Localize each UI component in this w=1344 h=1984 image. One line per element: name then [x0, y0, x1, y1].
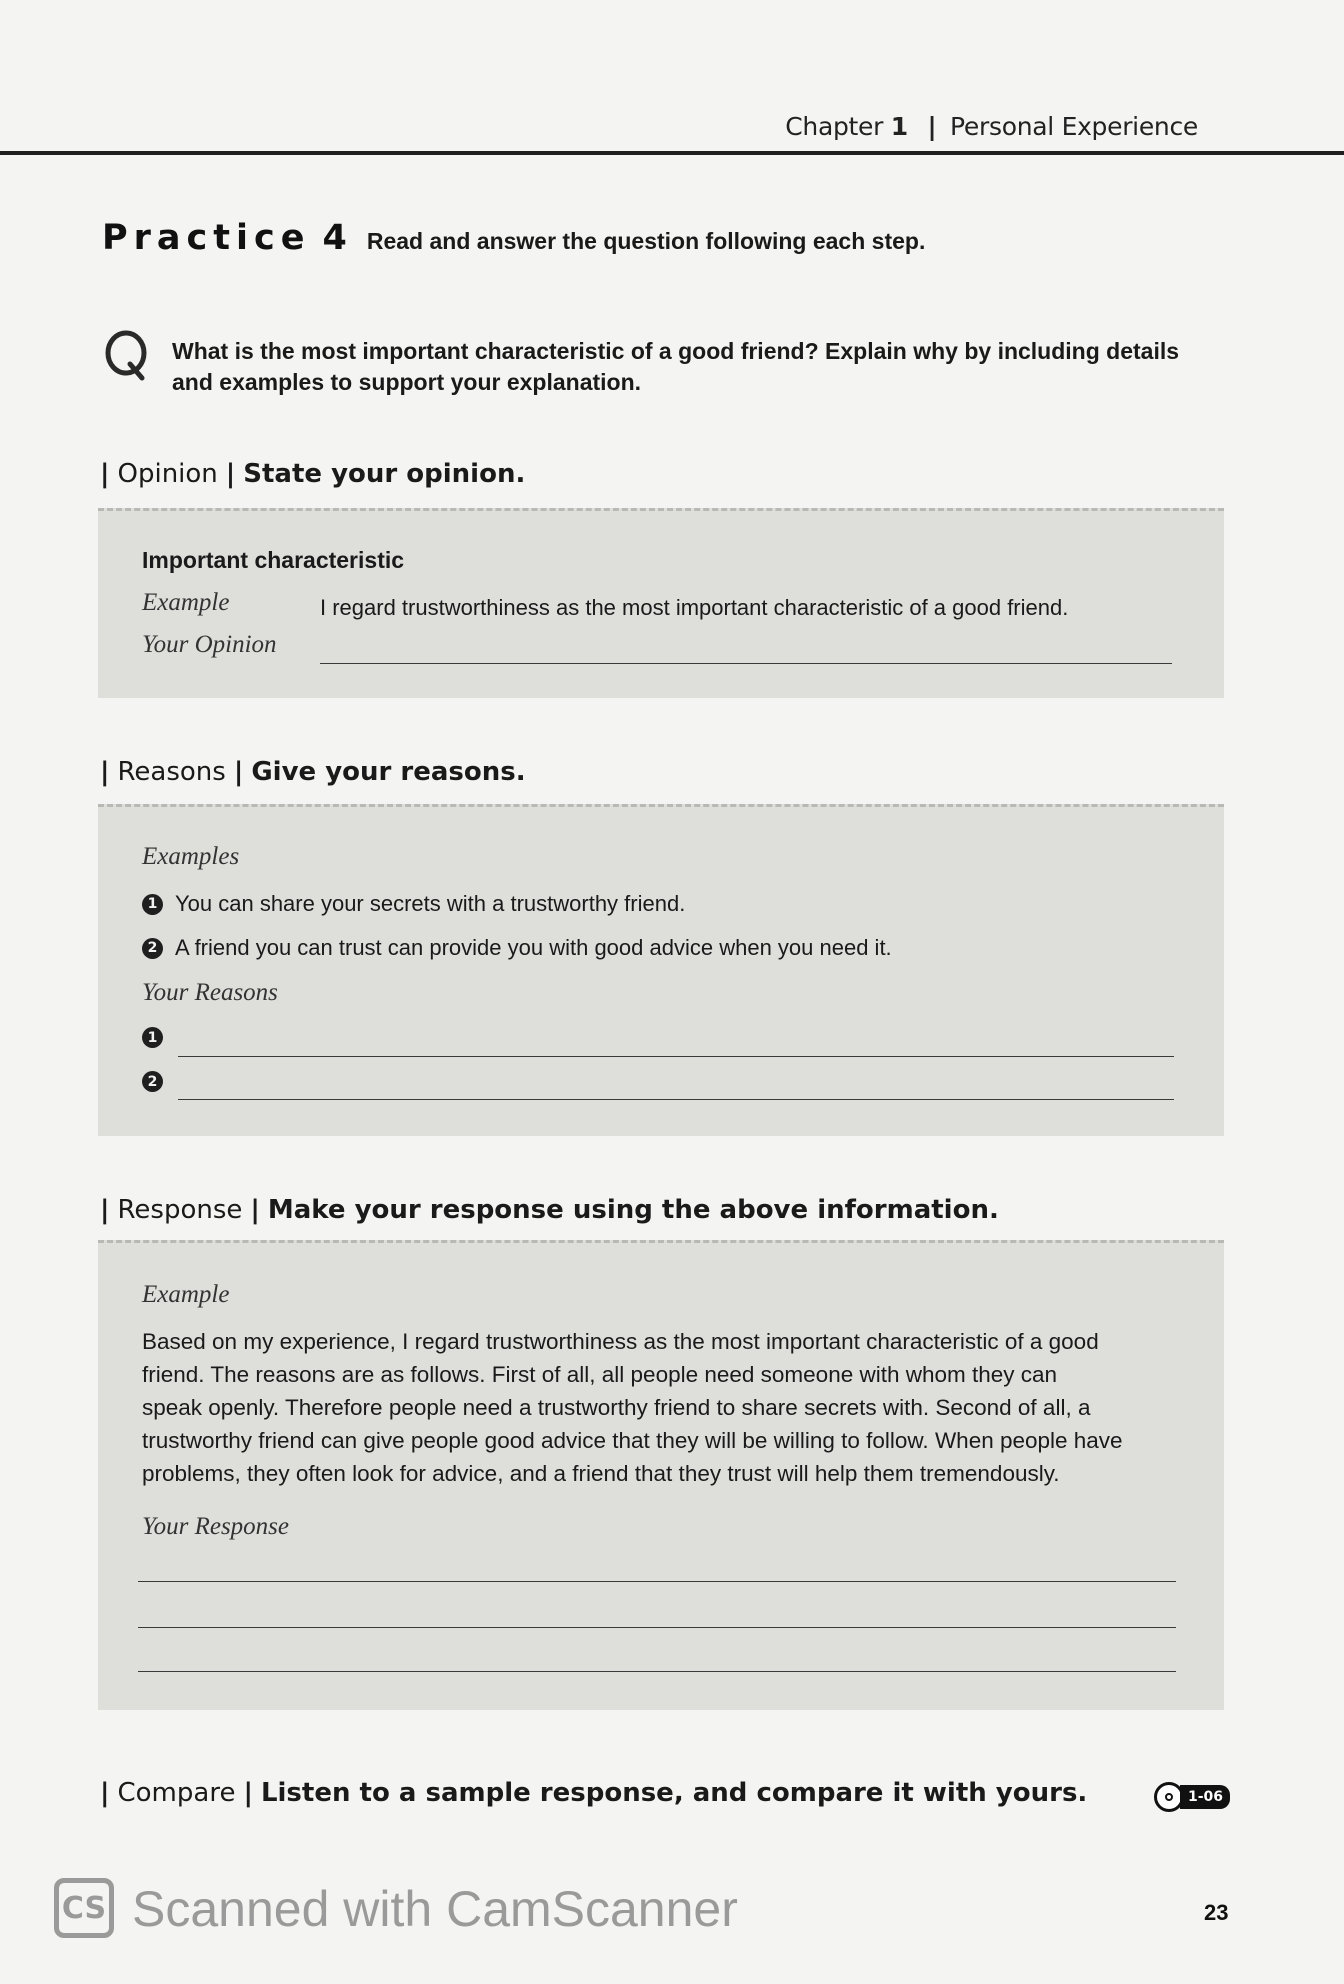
- audio-track-number: 1-06: [1180, 1785, 1230, 1809]
- response-bar: |: [100, 1195, 110, 1225]
- reasons-title: Give your reasons.: [251, 757, 526, 787]
- chapter-number: 1: [890, 112, 908, 141]
- circled-number-2: 2: [142, 938, 163, 959]
- your-response-label: Your Response: [142, 1513, 290, 1540]
- practice-label: Practice: [102, 218, 311, 258]
- running-head: [785, 112, 1198, 141]
- response-box: [98, 1240, 1224, 1710]
- opinion-example-label: Example: [142, 589, 230, 616]
- practice-title: [102, 218, 925, 258]
- compare-title: Listen to a sample response, and compare it with yours.: [260, 1778, 1088, 1808]
- compare-heading: [100, 1778, 1087, 1808]
- response-example-label: Example: [142, 1281, 230, 1308]
- opinion-bar: |: [100, 459, 110, 489]
- response-bar-2: |: [250, 1195, 260, 1225]
- reason-example-1: [142, 891, 685, 917]
- opinion-bar-2: |: [225, 459, 236, 489]
- opinion-box-heading: Important characteristic: [142, 547, 405, 573]
- compare-bar-2: |: [243, 1778, 253, 1808]
- practice-instruction: Read and answer the question following each step.: [366, 228, 926, 254]
- response-line: trustworthy friend can give people good advice that they will be willing to follow. When people have: [142, 1428, 1123, 1453]
- reason-blank-2-num: [142, 1071, 163, 1092]
- camscanner-logo: CS: [54, 1878, 114, 1938]
- your-reason-line-1[interactable]: [178, 1056, 1174, 1057]
- response-tag: Response: [117, 1195, 243, 1225]
- opinion-box: [98, 508, 1224, 698]
- reasons-box: [98, 804, 1224, 1136]
- your-opinion-label: Your Opinion: [142, 631, 277, 658]
- opinion-example-text: I regard trustworthiness as the most important characteristic of a good friend.: [320, 595, 1069, 620]
- blank-number-1: 1: [142, 1027, 163, 1048]
- question-line-2: and examples to support your explanation.: [172, 369, 642, 395]
- chapter-word: Chapter: [785, 112, 884, 141]
- your-reason-line-2[interactable]: [178, 1099, 1174, 1100]
- compare-tag: Compare: [117, 1778, 236, 1808]
- chapter-title: Personal Experience: [950, 112, 1198, 141]
- reason-example-1-text: You can share your secrets with a trustworthy friend.: [175, 891, 686, 916]
- question-text: [172, 336, 1232, 398]
- your-reasons-label: Your Reasons: [142, 979, 278, 1006]
- response-line: friend. The reasons are as follows. First of all, all people need someone with whom they can: [142, 1362, 1058, 1387]
- reasons-bar-2: |: [233, 757, 244, 787]
- opinion-title: State your opinion.: [243, 459, 526, 489]
- reason-blank-1-num: [142, 1027, 163, 1048]
- your-response-line-2[interactable]: [138, 1627, 1176, 1628]
- response-example-paragraph: [142, 1325, 1184, 1490]
- practice-number: 4: [322, 218, 347, 258]
- response-line: Based on my experience, I regard trustworthiness as the most important characteristic of a good: [142, 1329, 1099, 1354]
- reasons-tag: Reasons: [117, 757, 226, 787]
- question-line-1: What is the most important characteristic of a good friend? Explain why by including details: [172, 338, 1180, 364]
- reasons-heading: [100, 757, 526, 787]
- your-response-line-3[interactable]: [138, 1671, 1176, 1672]
- question-q-icon: [104, 330, 148, 382]
- your-opinion-line[interactable]: [320, 663, 1172, 664]
- chapter-separator: |: [927, 112, 937, 141]
- compare-bar: |: [100, 1778, 110, 1808]
- audio-track-badge[interactable]: [1154, 1782, 1230, 1812]
- camscanner-watermark: Scanned with CamScanner: [132, 1881, 738, 1937]
- blank-number-2: 2: [142, 1071, 163, 1092]
- your-response-line-1[interactable]: [138, 1581, 1176, 1582]
- page-number: 23: [1204, 1900, 1229, 1925]
- response-line: problems, they often look for advice, and a friend that they trust will help them tremendously.: [142, 1461, 1060, 1486]
- response-heading: [100, 1195, 999, 1225]
- reason-example-2-text: A friend you can trust can provide you with good advice when you need it.: [175, 935, 892, 960]
- reasons-examples-label: Examples: [142, 843, 240, 870]
- circled-number-1: 1: [142, 894, 163, 915]
- reasons-bar: |: [100, 757, 110, 787]
- opinion-heading: [100, 459, 525, 489]
- response-title: Make your response using the above information.: [267, 1195, 999, 1225]
- reason-example-2: [142, 935, 892, 961]
- header-rule: [0, 151, 1344, 155]
- opinion-tag: Opinion: [117, 459, 218, 489]
- response-line: speak openly. Therefore people need a trustworthy friend to share secrets with. Second of all, a: [142, 1395, 1091, 1420]
